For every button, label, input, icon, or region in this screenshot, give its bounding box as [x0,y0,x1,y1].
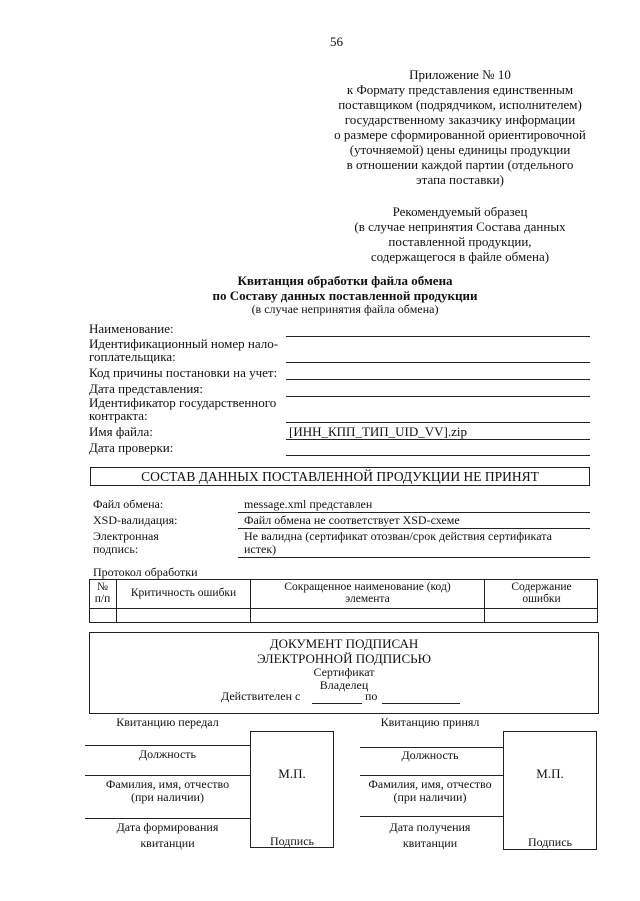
signed-owner: Владелец [319,678,369,692]
appendix-line: к Формату представления единственным [346,82,574,97]
title-line-2: по Составу данных поставленной продукции [212,288,478,303]
appendix-header [310,67,610,187]
field-date-line[interactable] [286,396,590,397]
protocol-col1-header [89,581,116,605]
protocol-header-divider [89,608,598,609]
title-line-3: (в случае непринятия файла обмена) [251,302,439,316]
signature-label-2: подпись: [93,542,139,556]
right-stamp-label: М.П. [536,766,564,781]
xsd-label: XSD-валидация: [93,513,178,527]
right-fio-line1: Фамилия, имя, отчество [368,777,492,791]
document-title [150,273,540,316]
protocol-col2-header: Критичность ошибки [130,587,237,599]
protocol-col1-line1: № [97,581,108,593]
field-kpp-label: Код причины постановки на учет: [89,365,278,380]
appendix-line: государственному заказчику информации [344,112,576,127]
field-inn-label-2: гоплательщика: [89,349,176,364]
right-date-line2: квитанции [402,836,458,850]
valid-to-line [382,703,460,704]
left-fio-line2: (при наличии) [131,790,204,804]
protocol-col1-line2: п/п [94,593,111,605]
left-sign-top-line [85,745,250,746]
sample-line: поставленной продукции, [388,234,532,249]
field-filename-label: Имя файла: [89,424,153,439]
protocol-col-divider [116,579,117,623]
sample-line: (в случае непринятия Состава данных [354,219,566,234]
signed-stamp [89,636,599,692]
exchange-value: message.xml представлен [244,497,373,511]
valid-to-label: по [365,689,378,703]
left-date-line2: квитанции [140,836,195,850]
field-contract-line[interactable] [286,422,590,423]
right-fio-line[interactable] [360,816,503,817]
right-signature-label: Подпись [527,835,573,849]
protocol-col4-header [485,581,598,605]
protocol-col3-header [251,581,484,605]
right-fio-line2: (при наличии) [393,790,467,804]
field-checkdate-line[interactable] [286,455,590,456]
right-stamp-box [503,731,597,850]
field-filename-line[interactable] [286,439,590,440]
left-signature-label: Подпись [269,834,315,848]
field-inn-line[interactable] [286,362,590,363]
exchange-label: Файл обмена: [93,497,164,511]
appendix-line: этапа поставки) [416,172,504,187]
field-filename-value: [ИНН_КПП_ТИП_UID_VV].zip [289,424,468,439]
right-sign-header: Квитанцию принял [380,715,480,729]
field-name-line[interactable] [286,336,590,337]
left-position-line[interactable] [85,775,250,776]
appendix-line: Приложение № 10 [409,67,511,82]
page-number: 56 [330,34,343,49]
field-inn-label-1: Идентификационный номер нало- [89,336,279,351]
left-date-line1: Дата формирования [116,820,219,834]
signed-line-1: ДОКУМЕНТ ПОДПИСАН [269,636,419,651]
signature-label-1: Электронная [93,529,159,543]
field-date-label: Дата представления: [89,381,203,396]
xsd-value: Файл обмена не соответствует XSD-схеме [244,513,460,527]
left-sign-header: Квитанцию передал [116,715,219,729]
field-name-label: Наименование: [89,321,174,336]
field-kpp-line[interactable] [286,379,590,380]
status-banner: СОСТАВ ДАННЫХ ПОСТАВЛЕННОЙ ПРОДУКЦИИ НЕ ПРИНЯТ [90,467,590,486]
field-checkdate-label: Дата проверки: [89,440,174,455]
appendix-line: поставщиком (подрядчиком, исполнителем) [338,97,582,112]
left-fio-line[interactable] [85,818,250,819]
right-date-label [360,821,500,850]
sample-line: содержащегося в файле обмена) [370,249,550,264]
appendix-line: в отношении каждой партии (отдельного [346,157,574,172]
right-position-label: Должность [401,748,459,762]
field-contract-label-2: контракта: [89,408,148,423]
signature-value-2: истек) [244,542,277,556]
protocol-col4-line2: ошибки [522,593,561,605]
signed-line-2: ЭЛЕКТРОННОЙ ПОДПИСЬЮ [257,651,431,666]
valid-from-label: Действителен с [221,689,301,703]
title-line-1: Квитанция обработки файла обмена [237,273,453,288]
protocol-col3-line1: Сокращенное наименование (код) [284,581,451,593]
signature-value-1: Не валидна (сертификат отозван/срок действия сертификата [244,529,552,543]
left-date-label [85,821,250,850]
right-position-line[interactable] [360,775,503,776]
field-contract-label-1: Идентификатор государственного [89,395,277,410]
protocol-col4-line1: Содержание [511,581,572,593]
right-fio-label [352,778,508,804]
signed-certificate: Сертификат [313,665,375,679]
signature-line [238,557,590,558]
left-stamp-box [250,731,334,848]
sample-line: Рекомендуемый образец [392,204,528,219]
protocol-col3-line2: элемента [345,593,390,605]
sample-note [310,204,610,264]
protocol-title: Протокол обработки [93,565,198,579]
left-position-label: Должность [138,747,197,761]
right-date-line1: Дата получения [389,820,471,834]
appendix-line: о размере сформированной ориентировочной [334,127,586,142]
valid-from-line [312,703,362,704]
left-fio-label [85,778,250,804]
left-stamp-label: М.П. [278,766,306,781]
appendix-line: (уточняемой) цены единицы продукции [349,142,571,157]
left-fio-line1: Фамилия, имя, отчество [105,777,230,791]
